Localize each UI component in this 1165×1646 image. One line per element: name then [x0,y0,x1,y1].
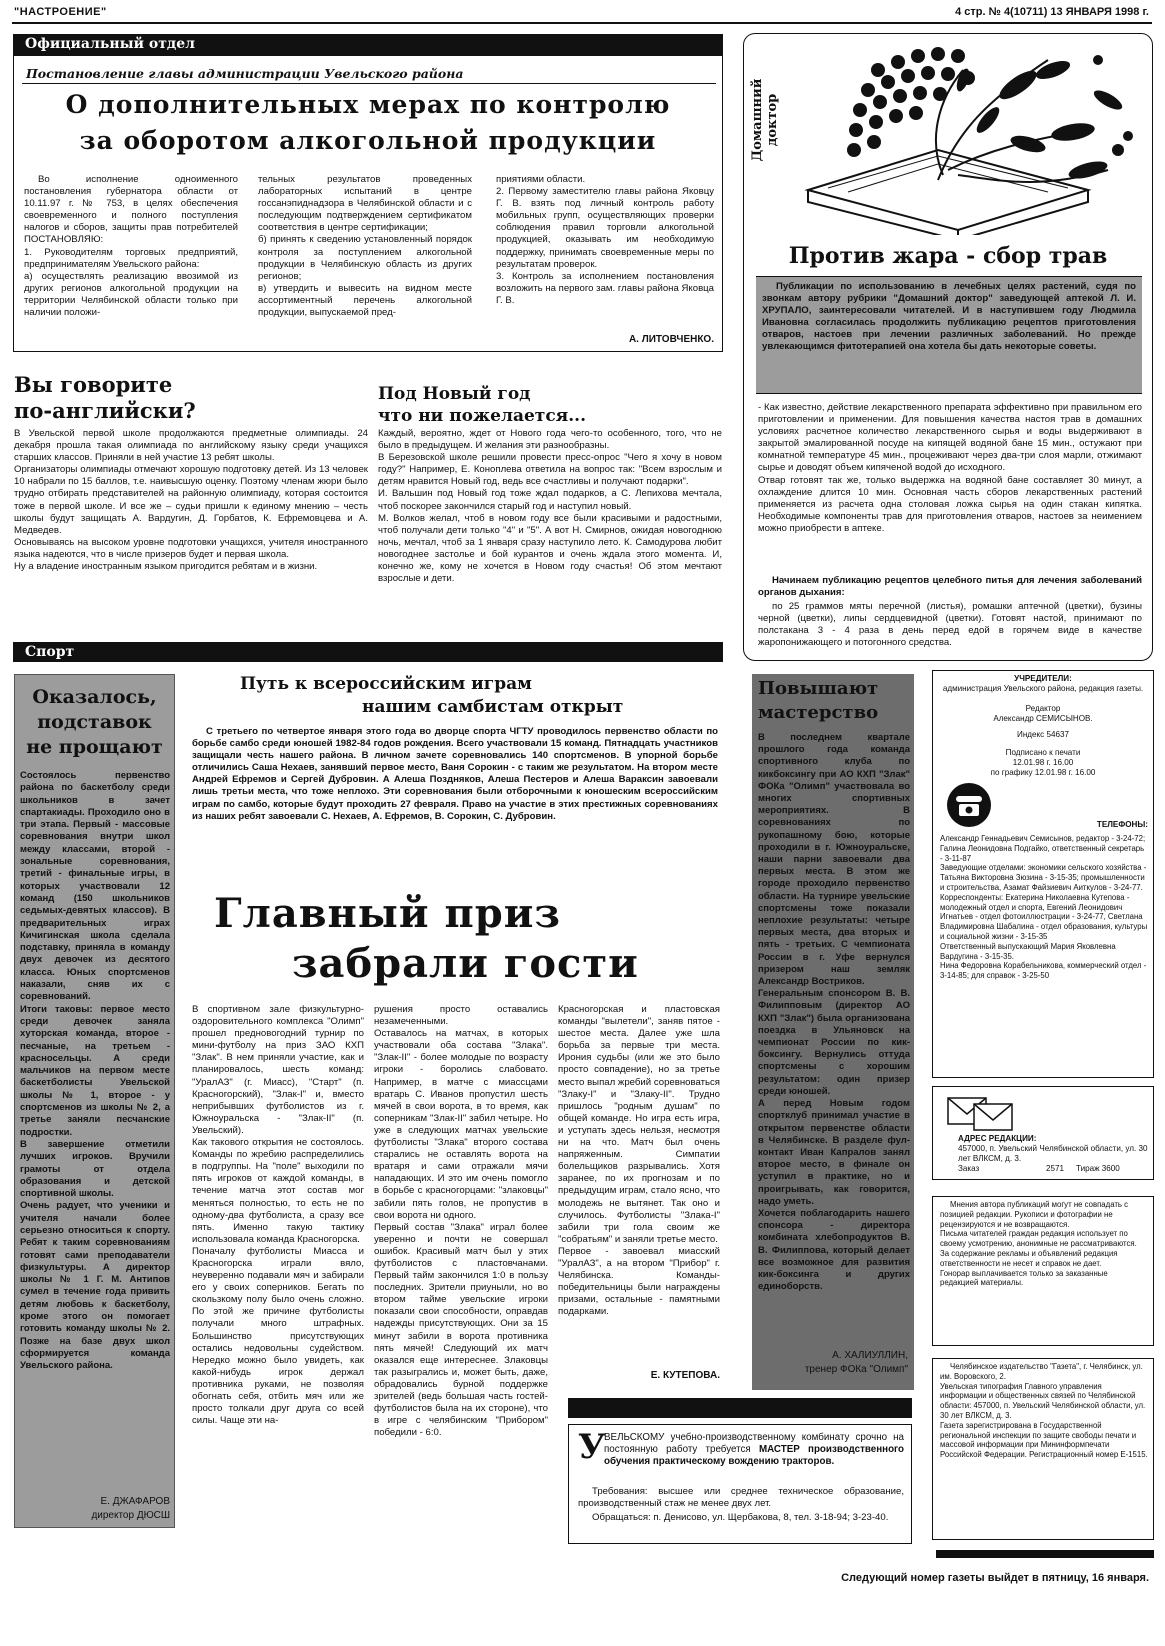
ad-initial: У [578,1427,606,1467]
footer-rule [936,1550,1154,1558]
prize-title-1: Главный приз [214,890,561,937]
newyear-title-2: что ни пожелается... [378,406,586,426]
basketball-title-1: Оказалось, [32,686,157,708]
imprint-publisher: Челябинское издательство "Газета", г. Челябинск, ул. им. Воровского, 2. Увельская типография Главного управления информации и общественных связей по Челябинской области: 457000, п. Увельский Челябинской области, ул. 30 лет ВЛКСМ, д. 3. Газета зарегистрирована в Государственной региональной инспекции по защите свободы печати и массовой информации при Мининформпечати Российской Федерации. Регистрационный номер Е-1515. [940,1362,1148,1460]
imprint-address: 457000, п. Увельский Челябинской области, ул. 30 лет ВЛКСМ, д. 3. [958,1144,1148,1163]
ad-text-3: Обращаться: п. Денисово, ул. Щербакова, 8, тел. 3-18-94; 3-23-40. [592,1512,889,1523]
english-body: В Увельской первой школе продолжаются предметные олимпиады. 24 декабря прошла такая олимпиада по английскому языку среди учащихся старших классов. Приняли в ней участие 13 ребят школы. Организаторы олимпиады отмечают хорошую подготовку детей. Из 13 человек 10 набрали по 15 баллов, т.е. наивысшую оценку. Поэтому членам жюри было трудно отбирать представителей на районную олимпиаду, которая состоится тоже в первой школе. И все же – судьи пришли к единому мнению – честь школы будут защищать А. Вардугин, Д. Горбатов, К. Ефремовцева и А. Медведев. Основываясь на высоком уровне подготовки учащихся, учителя иностранного языка надеются, что в числе призеров будет и первая школа. Ну а владение иностранным языком пригодится ребятам и в жизни. [14,428,368,573]
prize-title-2: забрали гости [292,940,639,987]
imprint-phones: Александр Геннадьевич Семисынов, редактор - 3-24-72; Галина Леонидовна Подгайко, ответственный секретарь - 3-11-87 Заведующие отделами: экономики сельского хозяйства - Татьяна Викторовна Зюзина - 3-15-35; промышленности и строительства, Азамат Файзиевич Аиткулов - 3-24-77. Корреспонденты: Екатерина Николаевна Кутепова - молодежный отдел и спорта, Евгений Леонидович Игнатьев - отдел фотоиллюстрации - 3-24-77, Светлана Владимировна Шабалина - отдел образования, культуры и социальной жизни - 3-15-35 Ответственный выпускающий Мария Яковлевна Вардугина - 3-15-35. Нина Федоровна Корабельникова, коммерческий отдел - 3-14-85; для справок - 3-25-50 [940,834,1148,981]
masthead-rule [12,22,1152,24]
imprint-founders-title: УЧРЕДИТЕЛИ: [1014,674,1072,683]
official-headline-1: О дополнительных мерах по контролю [65,90,671,119]
imprint-order-label: Заказ [958,1164,980,1173]
imprint-signed-date: 12.01.98 г. 16.00 [1012,758,1074,767]
imprint-founders: администрация Увельского района, редакция газеты. [942,684,1144,693]
kickbox-signature-role: тренер ФОКа "Олимп" [804,1364,908,1375]
official-signature: А. ЛИТОВЧЕНКО. [628,334,714,345]
prize-col-1: В спортивном зале физкультурно-оздоровительного комплекса "Олимп" прошел предновогодний турнир по мини-футболу на приз ЗАО КХП "Злак". В нем приняли участие, как и планировалось, шесть команд: "УралАЗ" (г. Миасс), "Старт" (п. Красногорский), "Злак-I" и, вместо неприбывших футболистов из г. Южноуральска - "Злак-II" (п. Увельский). Как такового открытия не состоялось. Команды по жребию распределились в подгруппы. На "поле" выходили по пять игроков от каждой команды, в течение матча этот состав мог меняться полностью, то есть не по одному-два футболиста, а сразу все пять. Именно такую тактику использовала команда Красногорска. Поначалу футболисты Миасса и Красногорска играли вяло, неуверенно подавали мяч и забирали его у своих соперников. Бегать по скользкому полу было очень сложно. По этой же причине футболисты получали много штрафных. Большинство присутствующих остались недовольны судейством. Нередко можно было увидеть, как какой-нибудь игрок держал противника руками, не позволяя обогнать себя, отбить мяч или же просто толкали друг друга со всей силы. Чаще эти на- [192,1004,364,1427]
basketball-title-2: подставок [37,711,152,733]
imprint-address-title: АДРЕС РЕДАКЦИИ: [958,1134,1037,1143]
kickbox-title-2: мастерство [758,702,879,723]
official-col-2: тельных результатов проведенных лабораторных испытаний в центре госсанэпиднадзора в Челябинской области и с последующим подтверждением сертификатом соответствия в центре сертификации; б) принять к сведению установленный порядок контроля за поступлением алкогольной продукции в Челябинскую область из других регионов; в) утвердить и вывесить на видном месте ассортиментный перечень алкогольной продукции, выпускаемой пред- [258,174,472,319]
sambo-title-2: нашим самбистам открыт [362,697,624,717]
official-section-bar: Официальный отдел [13,34,723,56]
official-kicker-rule [22,83,716,84]
kickbox-signature: А. ХАЛИУЛЛИН, [832,1350,908,1361]
imprint-circulation: Тираж 3600 [1076,1164,1120,1173]
ad-top-bar [568,1398,912,1418]
prize-signature: Е. КУТЕПОВА. [650,1370,720,1381]
basketball-title-3: не прощают [26,736,163,758]
imprint-notes: Мнения автора публикаций могут не совпадать с позицией редакции. Рукописи и фотографии не рецензируются и не возвращаются. Письма читателей граждан редакция использует по своему усмотрению, анонимные не рассматриваются. За содержание рекламы и объявлений редакция ответственности не несет и справок не дает. Гонорар выплачивается только за заказанные редакцией материалы. [940,1200,1137,1288]
imprint-editor-role: Редактор [1025,704,1061,713]
imprint-editor: Александр СЕМИСЫНОВ. [993,714,1093,723]
doctor-subhead: Начинаем публикацию рецептов целебного питья для лечения заболеваний органов дыхания: [758,575,1142,599]
imprint-order-number: 2571 [1046,1164,1065,1173]
doctor-body: - Как известно, действие лекарственного препарата эффективно при правильном его приготовлении и применении. Для повышения качества настоя трав в домашних условиях расчетное количество лекарственного сырья и воды выдерживают в закрытой эмалированной посуде на кипящей водяной бане 15 мин., остужают при комнатной температуре 45 мин., процеживают через два-три слоя марли, отжимают сырье и доводят объем кипяченой водой до исходного. Отвар готовят так же, только выдержка на водяной бане составляет 30 минут, а охлаждение длится 10 мин. Основная часть сборов лекарственных растений применяется из расчета одна столовая ложка сырья на один стакан кипятка. Необходимые компоненты трав для приготовления отваров, настоев за неимением можно приобрести в аптеке. [758,402,1142,534]
ad-text-2: Требования: высшее или среднее техническое образование, производственный стаж не менее двух лет. [578,1486,904,1510]
imprint-phones-title: ТЕЛЕФОНЫ: [1096,820,1148,829]
masthead-issue: 4 стр. № 4(10711) 13 ЯНВАРЯ 1998 г. [955,6,1149,18]
basketball-signature: Е. ДЖАФАРОВ [100,1496,170,1507]
imprint-signed-schedule: по графику 12.01.98 г. 16.00 [990,768,1096,777]
english-title-1: Вы говорите [14,372,173,397]
basketball-signature-role: директор ДЮСШ [91,1510,170,1521]
imprint-index: Индекс 54637 [1017,730,1069,739]
official-col-1: Во исполнение одноименного постановления губернатора области от 10.11.97 г. № 753, в целях обеспечения своевременного и полного поступления налогов и сборов, защиты прав потребителей ПОСТАНОВЛЯЮ: 1. Руководителям торговых предприятий, предпринимателям Увельского района: а) осуществлять реализацию ввозимой из других регионов алкогольной продукции на территории Челябинской области только при наличии положи- [24,174,238,319]
newyear-body: Каждый, вероятно, ждет от Нового года чего-то особенного, того, что не было в предыдущем. И желания эти разнообразны. В Березовской школе решили провести пресс-опрос "Чего я хочу в новом году?" Например, Е. Коноплева ответила на вопрос так: "Всем взрослым и детям нравится Новый год, ведь все счастливы и получают подарки". И. Вальшин под Новый год тоже ждал подарков, а С. Лепихова мечтала, чтоб поскорее закончился старый год и наступил новый. М. Волков желал, чтоб в новом году все были красивыми и радостными, чтоб получали дети только "4" и "5". А вот Н. Смирнов, ожидая новогоднюю ночь, мечтал, чтоб за 1 января сразу наступило лето. К. Самодурова любит новогоднее застолье и бой курантов и очень ждала этого момента. И, конечно же, кому не хочется в Новом году счастья! Об этом мечтают взрослые и дети. [378,428,722,585]
official-kicker: Постановление главы администрации Увельского района [26,66,464,81]
sambo-body: С третьего по четвертое января этого года во дворце спорта ЧГТУ проводилось первенство области по борьбе самбо среди юношей 1982-84 годов рождения. Всего участвовали 15 команд. Пятнадцать участников защищали честь нашего района. В личном зачете соревновались 140 спортсменов. В упорной борьбе отличились Саша Нехаев, занявший первое место, Ваня Сорокин - с таким же результатом. На втором месте Андрей Ефремов и Сергей Дубровин. А Алеша Поздняков, Алеша Пестеров и Алеша Вараксин завоевали лишь третьи места, что тоже неплохо. Эти соревнования были отборочными к юношеским всероссийским играм по самбо, которые будут проходить 27 февраля. Право на участие в этих престижных соревнованиях из наших ребят завоевали С. Нехаев, А. Ефремов, В. Сорокин, С. Дубровин. [192,726,718,822]
doctor-rubric: Домашний доктор [750,78,780,162]
english-title-2: по-английски? [14,398,196,423]
official-col-3: приятиями области. 2. Первому заместителю главы района Яковцу Г. В. взять под личный контроль работу мобильных групп, осуществляющих проверки соблюдения правил торговли алкогольной продукцией, оказывать им необходимую поддержку, принимать своевременные меры по результатам проверок. 3. Контроль за исполнением постановления возложить на первого зам. главы района Яковца Г. В. [496,174,714,306]
kickbox-body: В последнем квартале прошлого года команда спортивного клуба по кикбоксингу при АО КХП "Злак" ФОКа "Олимп" участвовала во многих спортивных мероприятиях. В соревнованиях по рукопашному бою, которые проходили в г. Южноуральске, наши парни завоевали два первых места. В этом же городе проходило первенство области. На турнире увельские спортсмены тоже показали неплохие результаты: четыре первых места, два вторых и пять - третьих. С чемпионата России в г. Уфе вернулся призером наш земляк Александр Востриков. Генеральным спонсором В. В. Филипповым (директор АО КХП "Злак") была организована поездка в Ульяновск на чемпионат России по кик-боксингу. Вернулись оттуда спортсмены с хорошим результатом: один призер среди юношей. А перед Новым годом спортклуб принимал участие в открытом первенстве области в Челябинске. В разделе фул-контакт Иван Капралов занял второе место, в финале он уступил в практике, но и проигрывать, как говорится, надо уметь. Хочется поблагодарить нашего спонсора - директора комбината хлебопродуктов В. В. Филиппова, который делает все возможное для развития кик-боксинга и других единоборств. [758,732,910,1293]
footer-next-issue: Следующий номер газеты выйдет в пятницу, 16 января. [841,1572,1149,1584]
ad-text-bold: МАСТЕР производственного обучения практическому вождению тракторов. [604,1444,904,1467]
official-headline-2: за оборотом алкогольной продукции [79,126,657,155]
lattice-pattern [847,47,975,157]
doctor-lead: Публикации по использованию в лечебных целях растений, судя по звонкам автору рубрики "Домашний доктор" заведующей аптекой Л. И. ХРУПАЛО, заинтересовали читателей. И в наступившем году Людмила Ивановна согласилась продолжить публикацию рецептов приготовления отваров, настоев при лечении различных заболеваний. Но прежде увлекающимся фитотерапией она хотела бы дать некоторые советы. [756,276,1142,394]
sport-section-bar: Спорт [13,642,723,662]
newyear-title-1: Под Новый год [378,384,531,404]
envelope-icon [946,1092,1016,1132]
ad-text [604,1432,904,1468]
doctor-title: Против жара - сбор трав [788,243,1108,269]
masthead-name: "НАСТРОЕНИЕ" [14,6,107,18]
ad-text-1: ВЕЛЬСКОМУ учебно-производственному комбинату срочно на постоянную работу требуется [604,1432,904,1455]
imprint-signed-title: Подписано к печати [1005,748,1081,757]
doctor-recipe: по 25 граммов мяты перечной (листья), ромашки аптечной (цветки), бузины черной (цветки), липы сердцевидной (цветки). Готовят настой, принимают по полстакана 3 - 4 раза в день перед едой в горячем виде в качестве жаропонижающего и потогонного средства. [758,601,1142,649]
basketball-body: Состоялось первенство района по баскетболу среди школьников в зачет спартакиады. Проходило оно в три этапа. Первый - массовые соревнования внутри школ между классами, второй - зональные соревнования, третий - финальные игры, в которых участвовали 12 команд (150 школьников седьмых-девятых классов). В предварительных играх Кичигинская школа сделала подставку, приняла в команду двух девочек из десятого класса. Юных спортсменов наказали, сняв их с соревнований. Итоги таковы: первое место среди девочек заняла хуторская команда, второе - песчаные, на третьем - красносельцы. А среди мальчиков на первом месте баскетболисты Увельской школы № 1, второе - у спортсменов из школы № 2, а третье заняли песчанские подростки. В завершение отметили лучших игроков. Вручили грамоты от отдела образования и детской спортивной школы. Очень радует, что ученики и учителя начали более серьезно относиться к спорту. Ребят к таким соревнованиям готовят сами преподаватели физкультуры. А директор школы № 1 Г. М. Антипов сумел в течение года привить детям любовь к баскетболу, кроме этого он помогает готовить команду школы № 2. Позже на базе двух школ сформируется команда Увельского района. [20,770,170,1372]
prize-col-3: Красногорская и пластовская команды "вылетели", заняв пятое - шестое места. Далее уже шла борьба за первые три места. Ирония судьбы (или же это было просто совпадение), но за третье место выпал жребий соревноваться "Злаку-I" и "Злаку-II". Трудно пришлось "родным душам" по общей команде. Но игра есть игра, и уступать здесь нельзя, несмотря ни на что. Матч был очень напряженным. Симпатии болельщиков разрывались. Хотя заранее, по их прогнозам и по предыдущим играм, стало ясно, что молодежь не вытянет. Так оно и случилось. Футболисты "Злака-I" забили три гола своим же "собратьям" и заняли третье место. Первое - завоевал миасский "УралАЗ", а на втором "Прибор" г. Челябинска. Команды-победительницы были награждены призами, остальные - памятными подарками. [558,1004,720,1318]
book-icon [808,150,1088,235]
prize-col-2: рушения просто оставались незамеченными. Оставалось на матчах, в которых участвовали оба состава "Злака". "Злак-II" - более молодые по возрасту игроки - боролись слабовато. Например, в матче с миассцами вратарь С. Иванов пропустил шесть мячей в свои ворота, в то время, как соперникам "Злак-II" забил четыре. Но уже в следующих матчах увельские футболисты "Злака" второго состава старались не оставлять ворота на вратаря и сами отражали мячи нападающих. И это им очень помогло в борьбе с красногорцами: "злаковцы" забили пять голов, не пропустив в свои ворота ни одного. Первый состав "Злака" играл более уверенно и почти не совершал ошибок. Красивый матч был у этих футболистов с пластовчанами. Первый тайм закончился 1:0 в пользу последних. Зрители приуныли, но во втором тайме увельские игроки показали свои способности, оправдав надежды присутствующих. Они за 15 минут забили в ворота противника пять мячей! Следующий их матч оказался еще интереснее. Злаковцы так разыгрались и, может быть, даже, обрадовались бурной поддержке зрителей (ведь большая часть гостей-футболистов была на их стороне), что в игре с челябинским "Прибором" победили - 6:0. [374,1004,548,1439]
herbs-book-illustration [788,40,1148,235]
kickbox-title-1: Повышают [758,678,879,699]
sambo-title-1: Путь к всероссийским играм [240,674,532,694]
